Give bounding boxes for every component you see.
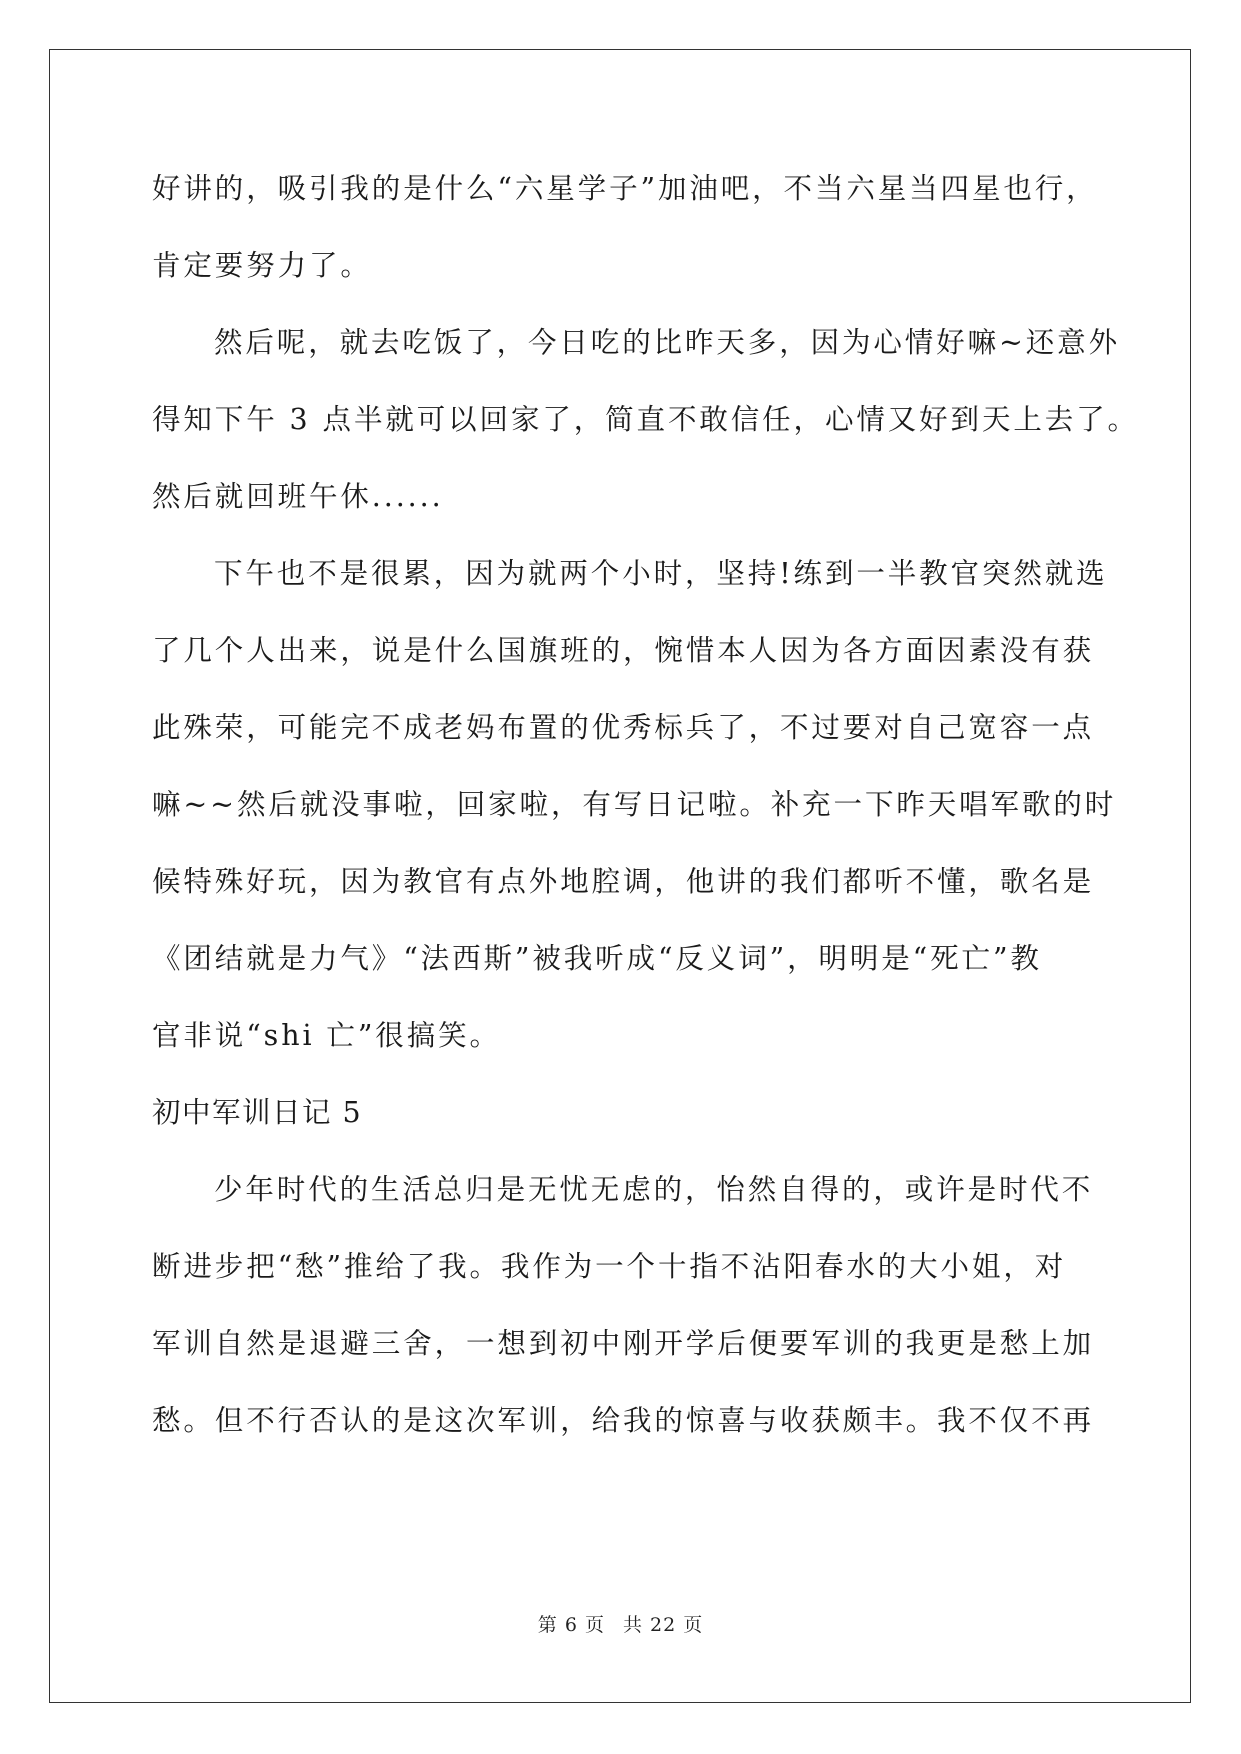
text-line: 官非说“shi 亡”很搞笑。 xyxy=(152,1019,501,1052)
paragraph-start-line: 下午也不是很累，因为就两个小时，坚持!练到一半教官突然就选 xyxy=(214,557,1108,590)
text-line: 愁。但不行否认的是这次军训，给我的惊喜与收获颇丰。我不仅不再 xyxy=(152,1404,1095,1437)
text-line: 军训自然是退避三舍，一想到初中刚开学后便要军训的我更是愁上加 xyxy=(152,1327,1095,1360)
section-heading: 初中军训日记 5 xyxy=(152,1096,363,1129)
text-line: 《团结就是力气》“法西斯”被我听成“反义词”，明明是“死亡”教 xyxy=(152,942,1042,975)
text-line: 断进步把“愁”推给了我。我作为一个十指不沾阳春水的大小姐，对 xyxy=(152,1250,1067,1283)
text-line: 了几个人出来，说是什么国旗班的，惋惜本人因为各方面因素没有获 xyxy=(152,634,1095,667)
text-line: 得知下午 3 点半就可以回家了，简直不敢信任，心情又好到天上去了。 xyxy=(152,403,1139,436)
document-body xyxy=(152,150,1139,1459)
text-line: 候特殊好玩，因为教官有点外地腔调，他讲的我们都听不懂，歌名是 xyxy=(152,865,1095,898)
page-footer xyxy=(0,1610,1241,1637)
paragraph-start-line: 然后呢，就去吃饭了，今日吃的比昨天多，因为心情好嘛~还意外 xyxy=(214,326,1120,359)
text-line: 好讲的，吸引我的是什么“六星学子”加油吧，不当六星当四星也行， xyxy=(152,172,1098,205)
page-number: 第 6 页 xyxy=(537,1614,605,1636)
text-line: 嘛~~然后就没事啦，回家啦，有写日记啦。补充一下昨天唱军歌的时 xyxy=(152,788,1117,821)
text-line: 肯定要努力了。 xyxy=(152,249,372,282)
paragraph-start-line: 少年时代的生活总归是无忧无虑的，怡然自得的，或许是时代不 xyxy=(214,1173,1094,1206)
text-line: 然后就回班午休...... xyxy=(152,480,444,513)
page-total: 共 22 页 xyxy=(622,1614,704,1636)
text-line: 此殊荣，可能完不成老妈布置的优秀标兵了，不过要对自己宽容一点 xyxy=(152,711,1095,744)
